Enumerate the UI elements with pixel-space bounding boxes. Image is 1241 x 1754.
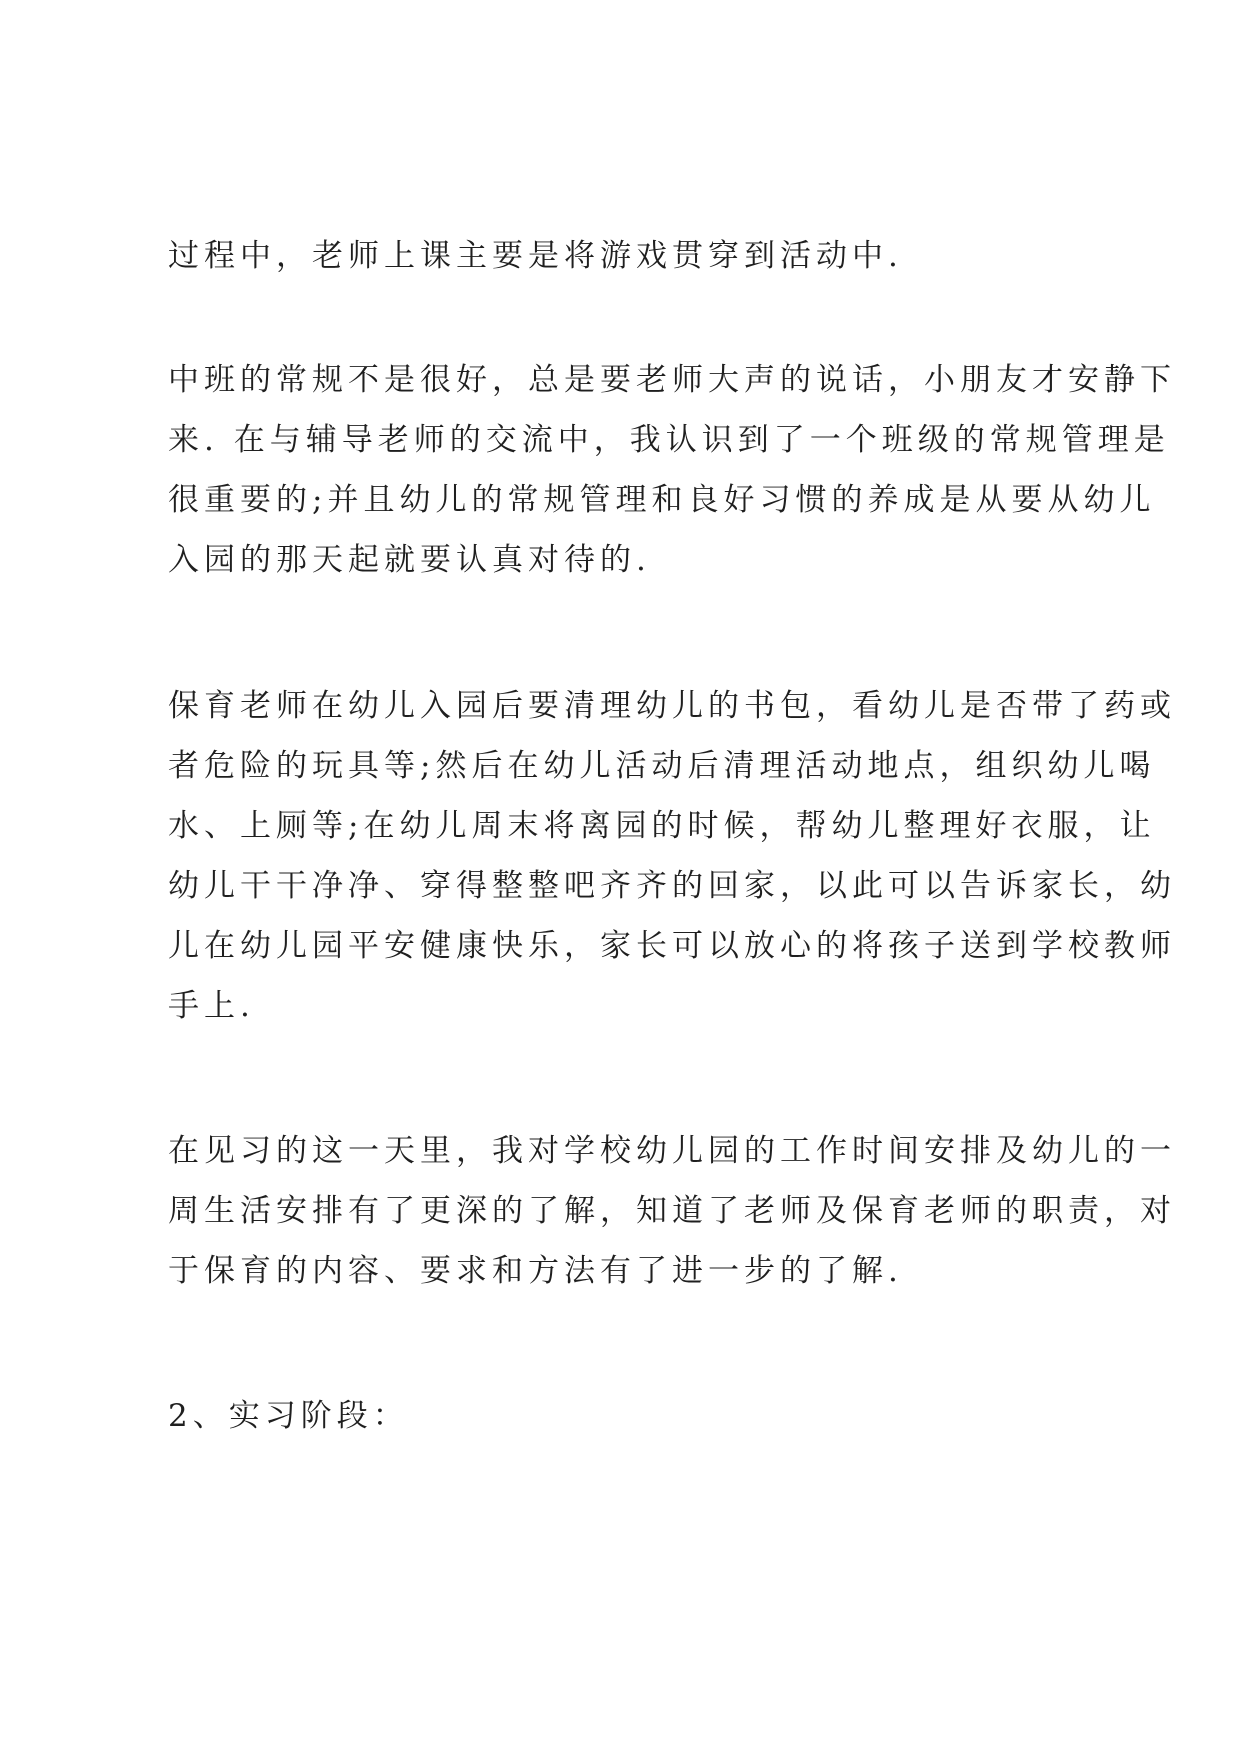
text-line: 中班的常规不是很好，总是要老师大声的说话，小朋友才安静下 (168, 362, 1176, 398)
text-line: 幼儿干干净净、穿得整整吧齐齐的回家，以此可以告诉家长，幼 (168, 868, 1176, 904)
text-line: 很重要的;并且幼儿的常规管理和良好习惯的养成是从要从幼儿 (168, 482, 1156, 518)
text-line: 2、实习阶段： (168, 1398, 409, 1434)
text-line: 水、上厕等;在幼儿周末将离园的时候，帮幼儿整理好衣服，让 (168, 808, 1156, 844)
text-line: 入园的那天起就要认真对待的. (168, 542, 651, 578)
paragraph (168, 226, 1098, 286)
text-line: 保育老师在幼儿入园后要清理幼儿的书包，看幼儿是否带了药或 (168, 688, 1176, 724)
text-line: 周生活安排有了更深的了解，知道了老师及保育老师的职责，对 (168, 1193, 1176, 1229)
paragraph (168, 676, 1176, 1036)
text-line: 在见习的这一天里，我对学校幼儿园的工作时间安排及幼儿的一 (168, 1133, 1176, 1169)
section-heading (168, 1386, 1098, 1446)
text-line: 手上. (168, 988, 255, 1024)
text-line: 儿在幼儿园平安健康快乐，家长可以放心的将孩子送到学校教师 (168, 928, 1176, 964)
paragraph (168, 1121, 1176, 1301)
text-line: 来. 在与辅导老师的交流中，我认识到了一个班级的常规管理是 (168, 422, 1170, 458)
text-line: 于保育的内容、要求和方法有了进一步的了解. (168, 1253, 903, 1289)
text-line: 过程中，老师上课主要是将游戏贯穿到活动中. (168, 238, 903, 274)
paragraph (168, 350, 1176, 590)
text-line: 者危险的玩具等;然后在幼儿活动后清理活动地点，组织幼儿喝 (168, 748, 1156, 784)
